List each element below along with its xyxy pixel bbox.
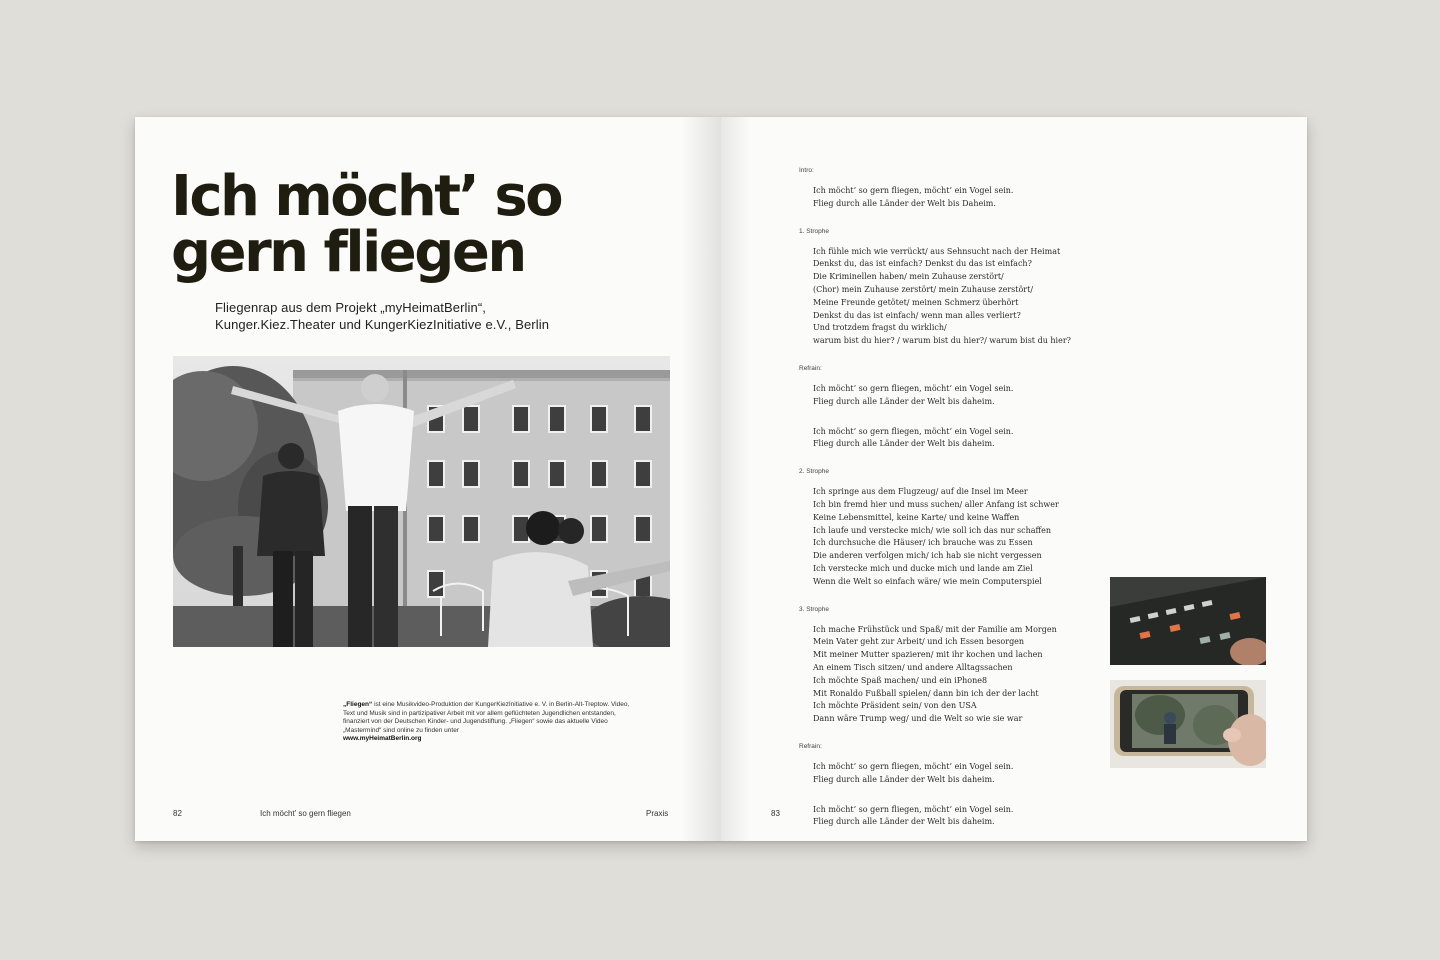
lyrics-line: Meine Freunde getötet/ meinen Schmerz überhört bbox=[813, 297, 1019, 307]
lyrics-line: Flieg durch alle Länder der Welt bis daheim. bbox=[813, 817, 995, 827]
article-title bbox=[171, 164, 562, 285]
subtitle-line-1: Fliegenrap aus dem Projekt „myHeimatBerlin“, bbox=[215, 300, 486, 315]
lyrics-line: Denkst du das ist einfach/ wenn man alles verliert? bbox=[813, 310, 1021, 320]
photo-illustration bbox=[173, 356, 670, 647]
lyrics-line: Ich möcht’ so gern fliegen, möcht’ ein Vogel sein. bbox=[813, 426, 1014, 436]
mixer-illustration bbox=[1110, 577, 1266, 665]
lyrics-line: (Chor) mein Zuhause zerstört/ mein Zuhause zerstört/ bbox=[813, 284, 1034, 294]
lyrics-line: warum bist du hier? / warum bist du hier?/ warum bist du hier? bbox=[813, 336, 1071, 346]
lyrics-line: Ich laufe und verstecke mich/ wie soll ich das nur schaffen bbox=[813, 525, 1052, 535]
lyrics-block bbox=[799, 167, 1099, 846]
lyrics-line: Ich durchsuche die Häuser/ ich brauche was zu Essen bbox=[813, 538, 1033, 548]
lyrics-line: An einem Tisch sitzen/ und andere Alltagssachen bbox=[813, 662, 1013, 672]
caption-lead: „Fliegen“ bbox=[343, 701, 373, 708]
title-line-1: Ich möcht’ so bbox=[171, 164, 562, 229]
smartphone-illustration bbox=[1110, 680, 1266, 768]
main-photo bbox=[173, 356, 670, 647]
lyrics-line: Dann wäre Trump weg/ und die Welt so wie sie war bbox=[813, 714, 1023, 724]
lyrics-line: Ich springe aus dem Flugzeug/ auf die Insel im Meer bbox=[813, 487, 1028, 497]
caption-url-link[interactable]: www.myHeimatBerlin.org bbox=[343, 735, 422, 742]
running-title: Ich möcht’ so gern fliegen bbox=[260, 809, 351, 818]
lyrics-section-label: Refrain: bbox=[799, 364, 822, 372]
lyrics-line: Ich möchte Spaß machen/ und ein iPhone8 bbox=[813, 675, 988, 685]
lyrics-line: Ich möcht’ so gern fliegen, möcht’ ein Vogel sein. bbox=[813, 383, 1014, 393]
title-line-2: gern fliegen bbox=[171, 220, 525, 285]
lyrics-stanza bbox=[813, 426, 1099, 452]
lyrics-line: Ich möcht’ so gern fliegen, möcht’ ein Vogel sein. bbox=[813, 761, 1014, 771]
left-page bbox=[135, 117, 721, 841]
page-number-right: 83 bbox=[771, 809, 780, 818]
lyrics-line: Ich fühle mich wie verrückt/ aus Sehnsucht nach der Heimat bbox=[813, 246, 1061, 256]
page-number-left: 82 bbox=[173, 809, 182, 818]
lyrics-stanza bbox=[813, 761, 1099, 787]
lyrics-line: Mit meiner Mutter spazieren/ mit ihr kochen und lachen bbox=[813, 650, 1043, 660]
lyrics-line: Flieg durch alle Länder der Welt bis daheim. bbox=[813, 774, 995, 784]
lyrics-line: Flieg durch alle Länder der Welt bis Daheim. bbox=[813, 198, 996, 208]
lyrics-section-label: 3. Strophe bbox=[799, 605, 829, 613]
lyrics-line: Flieg durch alle Länder der Welt bis daheim. bbox=[813, 396, 995, 406]
lyrics-section-label: 1. Strophe bbox=[799, 227, 829, 235]
mixer-photo bbox=[1110, 577, 1266, 665]
lyrics-line: Mit Ronaldo Fußball spielen/ dann bin ich der der lacht bbox=[813, 688, 1039, 698]
lyrics-line: Und trotzdem fragst du wirklich/ bbox=[813, 323, 947, 333]
caption-body: ist eine Musikvideo-Produktion der KungerKiezInitiative e. V. in Berlin-Alt-Treptow. Video, Text und Musik sind in partizipativer Arbeit mit vor allem geflüchteten Jugendlichen entstanden, finanziert von der Deutschen Kinder- und Jugendstiftung. „Fliegen“ sowie das aktuelle Video „Mastermind“ sind online zu finden unter bbox=[343, 701, 630, 734]
lyrics-stanza bbox=[813, 383, 1099, 409]
lyrics-section-label: Refrain: bbox=[799, 742, 822, 750]
lyrics-stanza bbox=[813, 246, 1099, 348]
lyrics-line: Ich verstecke mich und ducke mich und lande am Ziel bbox=[813, 563, 1033, 573]
lyrics-stanza bbox=[813, 804, 1099, 830]
lyrics-line: Ich möchte Präsident sein/ von den USA bbox=[813, 701, 977, 711]
section-label: Praxis bbox=[646, 809, 669, 818]
lyrics-line: Wenn die Welt so einfach wäre/ wie mein Computerspiel bbox=[813, 576, 1042, 586]
lyrics-line: Die Kriminellen haben/ mein Zuhause zerstört/ bbox=[813, 272, 1004, 282]
lyrics-line: Mein Vater geht zur Arbeit/ und ich Essen besorgen bbox=[813, 637, 1025, 647]
lyrics-line: Keine Lebensmittel, keine Karte/ und keine Waffen bbox=[813, 512, 1020, 522]
magazine-spread bbox=[135, 117, 1307, 841]
lyrics-line: Ich möcht’ so gern fliegen, möcht’ ein Vogel sein. bbox=[813, 186, 1014, 195]
smartphone-photo bbox=[1110, 680, 1266, 768]
lyrics-section-label: 2. Strophe bbox=[799, 468, 829, 476]
gutter-shadow-right bbox=[721, 117, 751, 841]
lyrics-line: Ich mache Frühstück und Spaß/ mit der Familie am Morgen bbox=[813, 624, 1057, 634]
lyrics-stanza bbox=[813, 624, 1099, 726]
lyrics-stanza bbox=[813, 185, 1099, 211]
lyrics-stanza bbox=[813, 486, 1099, 588]
lyrics-line: Flieg durch alle Länder der Welt bis daheim. bbox=[813, 439, 995, 449]
photo-caption bbox=[343, 701, 633, 744]
lyrics-section-label: Intro: bbox=[799, 167, 814, 174]
gutter-shadow-left bbox=[681, 117, 721, 841]
lyrics-line: Denkst du, das ist einfach? Denkst du das ist einfach? bbox=[813, 259, 1032, 269]
lyrics-line: Die anderen verfolgen mich/ ich hab sie nicht vergessen bbox=[813, 551, 1042, 561]
article-subtitle bbox=[215, 299, 549, 333]
subtitle-line-2: Kunger.Kiez.Theater und KungerKiezInitiative e.V., Berlin bbox=[215, 317, 550, 332]
lyrics-line: Ich bin fremd hier und muss suchen/ aller Anfang ist schwer bbox=[813, 499, 1059, 509]
lyrics-line: Ich möcht’ so gern fliegen, möcht’ ein Vogel sein. bbox=[813, 804, 1014, 814]
right-page bbox=[721, 117, 1307, 841]
